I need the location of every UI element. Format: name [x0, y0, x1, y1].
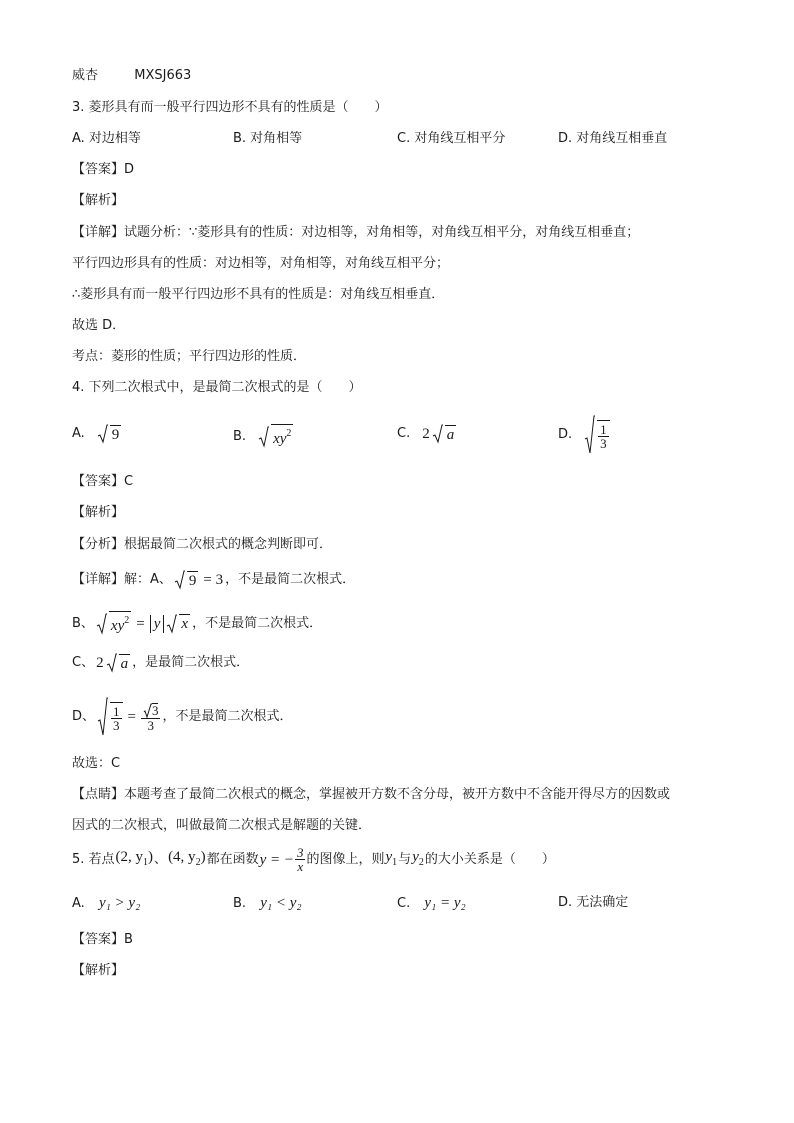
q5-option-b: B. y₁ < y₂ — [233, 895, 302, 911]
q4-dianjing-1: 【点睛】本题考查了最简二次根式的概念，掌握被开方数不含分母，被开方数中不含能开得尽方的因数或 — [72, 787, 671, 802]
q4-analysis-label: 【解析】 — [72, 505, 125, 520]
q5-option-d: D. 无法确定 — [558, 895, 629, 910]
q5-option-c: C. y₁ = y₂ — [397, 895, 466, 911]
doc-code: MXSJ663 — [134, 68, 192, 83]
q4-option-c: C. 2 a — [397, 426, 455, 443]
q4-option-d: D. $\frac{1}{3}$ — [558, 415, 610, 455]
q3-detail: 【详解】试题分析：∵菱形具有的性质：对边相等，对角相等，对角线互相平分，对角线互相垂直； — [72, 225, 640, 240]
sqrt-icon — [174, 570, 185, 590]
q3-line3: ∴菱形具有而一般平行四边形不具有的性质是：对角线互相垂直． — [72, 287, 445, 302]
sqrt-icon — [97, 697, 108, 737]
q4-detail-c: C、 2 a ，是最简二次根式． — [72, 655, 250, 672]
sqrt-icon — [258, 426, 269, 448]
sqrt-icon — [97, 424, 108, 444]
page-header — [72, 67, 191, 85]
sqrt-icon — [584, 415, 595, 455]
q3-answer: 【答案】D — [72, 162, 135, 177]
q3-option-a: A. 对边相等 — [72, 131, 141, 146]
q4-detail-a: 【详解】解：A、 9 = 3 ，不是最简二次根式． — [72, 572, 356, 589]
q4-detail-b: B、 $xy^2$ = y x ，不是最简二次根式． — [72, 611, 322, 636]
q4-option-a: A. 9 — [72, 426, 120, 443]
q4-detail-d: D、 $\frac{1}{3}$ = $\frac{3}{3}$ ，不是最简二次根式． — [72, 697, 293, 737]
q3-stem: 3. 菱形具有而一般平行四边形不具有的性质是（ ） — [72, 100, 388, 115]
sqrt-icon — [96, 613, 107, 635]
q4-option-b: B. $xy^2$ — [233, 424, 293, 449]
q4-dianjing-2: 因式的二次根式，叫做最简二次根式是解题的关键． — [72, 818, 372, 833]
q3-option-b: B. 对角相等 — [233, 131, 303, 146]
q3-option-c: C. 对角线互相平分 — [397, 131, 506, 146]
q5-stem: 5. 若点 (2, $y_1$) 、 (4, $y_2$) 都在函数 y = − $\frac{3}{x}$ 的图像上，则 $y_1$ 与 $y_2$ 的大小关系是（ ） — [72, 845, 555, 874]
q4-answer: 【答案】C — [72, 474, 134, 489]
sqrt-icon — [166, 614, 177, 634]
q3-line2: 平行四边形具有的性质：对边相等，对角相等，对角线互相平分； — [72, 256, 450, 271]
sqrt-icon — [143, 703, 152, 718]
sqrt-icon — [432, 424, 443, 444]
q5-option-a: A. y₁ > y₂ — [72, 895, 141, 911]
q5-analysis-label: 【解析】 — [72, 963, 125, 978]
sqrt-icon — [106, 653, 117, 673]
q4-fenxi: 【分析】根据最简二次根式的概念判断即可． — [72, 537, 333, 552]
q3-choose: 故选 D． — [72, 318, 126, 333]
author-name: 威杏 — [72, 68, 99, 83]
q5-answer: 【答案】B — [72, 932, 133, 947]
q4-stem: 4. 下列二次根式中，是最简二次根式的是（ ） — [72, 380, 362, 395]
q3-analysis-label: 【解析】 — [72, 193, 125, 208]
q4-choose: 故选：C — [72, 756, 121, 771]
q3-option-d: D. 对角线互相垂直 — [558, 131, 668, 146]
q3-kaodian: 考点：菱形的性质；平行四边形的性质． — [72, 349, 307, 364]
